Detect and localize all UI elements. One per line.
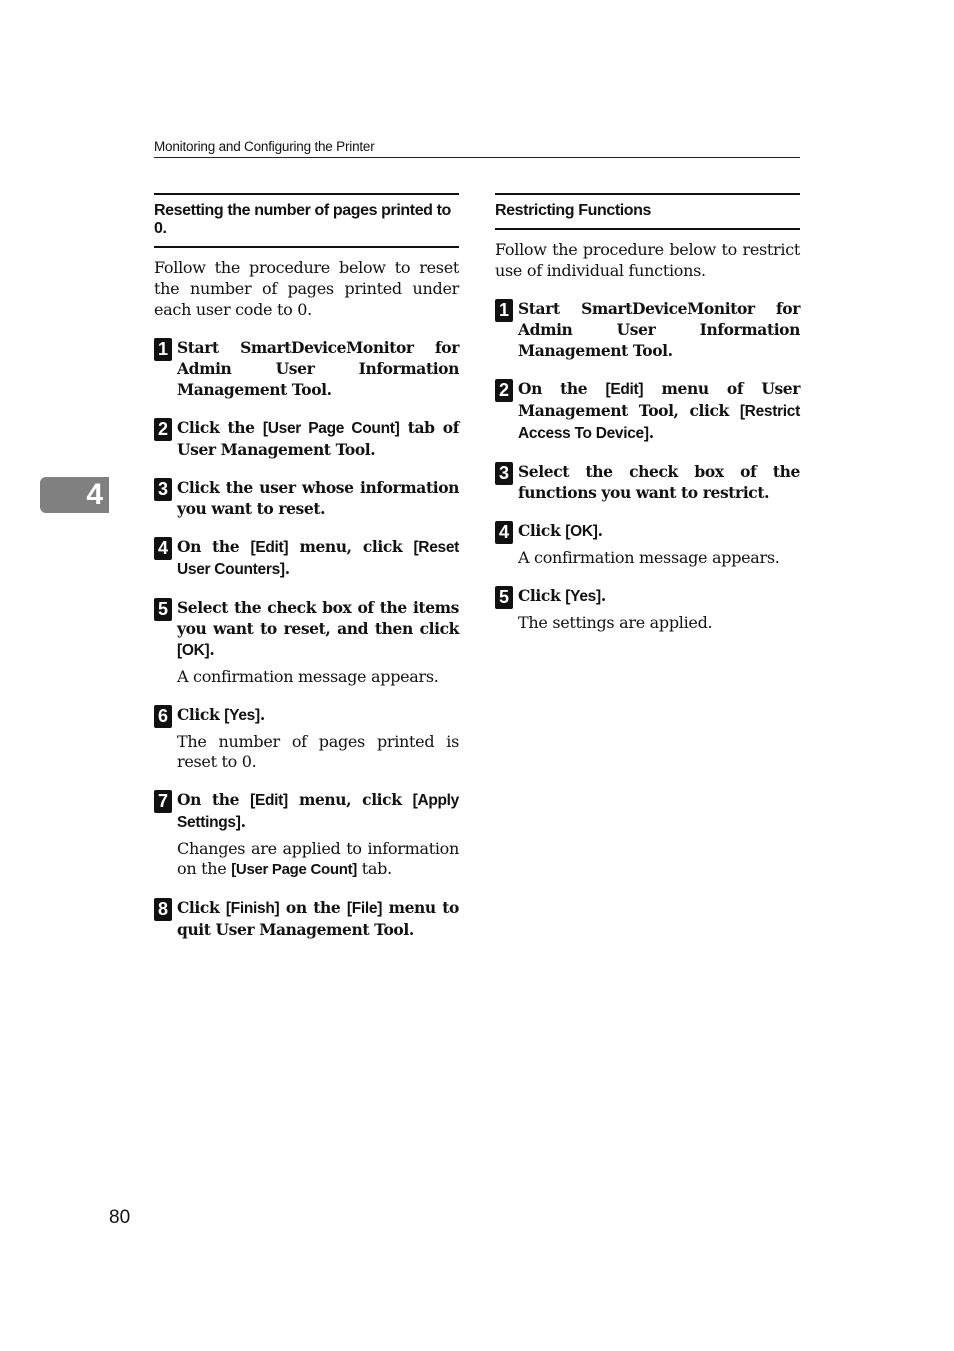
step xyxy=(495,520,800,568)
section-intro: Follow the procedure below to reset the number of pages printed under each user code to 0. xyxy=(154,258,459,319)
section-heading-restrict: Restricting Functions xyxy=(495,193,800,230)
step-number-icon: 3 xyxy=(495,462,513,485)
ui-label: [Edit] xyxy=(605,381,644,398)
step-text: Click [Yes]. xyxy=(518,586,606,605)
step-text: On the [Edit] menu, click [Apply Settings]. xyxy=(177,790,459,831)
ui-label: [File] xyxy=(346,900,383,917)
step xyxy=(154,597,459,687)
step xyxy=(495,461,800,503)
step-text: Click [Finish] on the [File] menu to quit User Management Tool. xyxy=(177,898,459,939)
ui-label: [Edit] xyxy=(250,792,288,809)
step-note: A confirmation message appears. xyxy=(177,667,439,686)
step-text: Start SmartDeviceMonitor for Admin User Information Management Tool. xyxy=(518,299,800,360)
step-note: A confirmation message appears. xyxy=(518,548,780,567)
section-heading-reset: Resetting the number of pages printed to 0. xyxy=(154,193,459,248)
step-number-icon: 3 xyxy=(154,478,172,501)
step xyxy=(154,704,459,772)
step-number-icon: 5 xyxy=(495,586,513,609)
ui-label: [Restrict Access To Device] xyxy=(518,403,800,442)
step-number-icon: 7 xyxy=(154,790,172,813)
ui-label: [Yes] xyxy=(565,588,601,605)
ui-label: [Finish] xyxy=(225,900,280,917)
step-note: The settings are applied. xyxy=(518,613,713,632)
page-number: 80 xyxy=(109,1207,131,1228)
step xyxy=(495,585,800,633)
step-text: On the [Edit] menu of User Management Tool, click [Restrict Access To Device]. xyxy=(518,379,800,442)
ui-label: [OK] xyxy=(177,642,210,659)
ui-label: [User Page Count] xyxy=(231,861,357,878)
ui-label: [Yes] xyxy=(224,707,260,724)
section-intro: Follow the procedure below to restrict use of individual functions. xyxy=(495,240,800,280)
step-number-icon: 4 xyxy=(154,537,172,560)
ui-label: [OK] xyxy=(565,523,598,540)
step-number-icon: 8 xyxy=(154,898,172,921)
chapter-tab: 4 xyxy=(40,477,109,513)
step xyxy=(495,378,800,444)
step-number-icon: 2 xyxy=(495,379,513,402)
step xyxy=(154,477,459,519)
ui-label: [User Page Count] xyxy=(262,420,400,437)
left-column xyxy=(154,193,459,940)
step xyxy=(154,417,459,460)
running-head: Monitoring and Configuring the Printer xyxy=(154,139,800,158)
step-text: Click [OK]. xyxy=(518,521,603,540)
step-note: The number of pages printed is reset to 0. xyxy=(177,732,459,771)
step-text: Start SmartDeviceMonitor for Admin User Information Management Tool. xyxy=(177,338,459,399)
ui-label: [Reset User Counters] xyxy=(177,539,460,578)
step xyxy=(154,337,459,400)
step-text: Click [Yes]. xyxy=(177,705,265,724)
step-number-icon: 6 xyxy=(154,705,172,728)
step-number-icon: 4 xyxy=(495,521,513,544)
step-number-icon: 1 xyxy=(495,299,513,322)
step xyxy=(154,789,459,880)
step-text: Click the user whose information you want to reset. xyxy=(177,478,459,518)
step-text: On the [Edit] menu, click [Reset User Counters]. xyxy=(177,537,460,578)
ui-label: [Edit] xyxy=(250,539,289,556)
right-column xyxy=(495,193,800,633)
step-number-icon: 1 xyxy=(154,338,172,361)
step-number-icon: 2 xyxy=(154,418,172,441)
step xyxy=(154,897,459,940)
step-note: Changes are applied to information on the [User Page Count] tab. xyxy=(177,839,459,878)
step-text: Select the check box of the items you want to reset, and then click [OK]. xyxy=(177,598,459,659)
step xyxy=(495,298,800,361)
step-text: Click the [User Page Count] tab of User Management Tool. xyxy=(177,418,460,459)
step-text: Select the check box of the functions you want to restrict. xyxy=(518,462,800,502)
step xyxy=(154,536,459,580)
ui-label: [Apply Settings] xyxy=(177,792,459,831)
step-number-icon: 5 xyxy=(154,598,172,621)
